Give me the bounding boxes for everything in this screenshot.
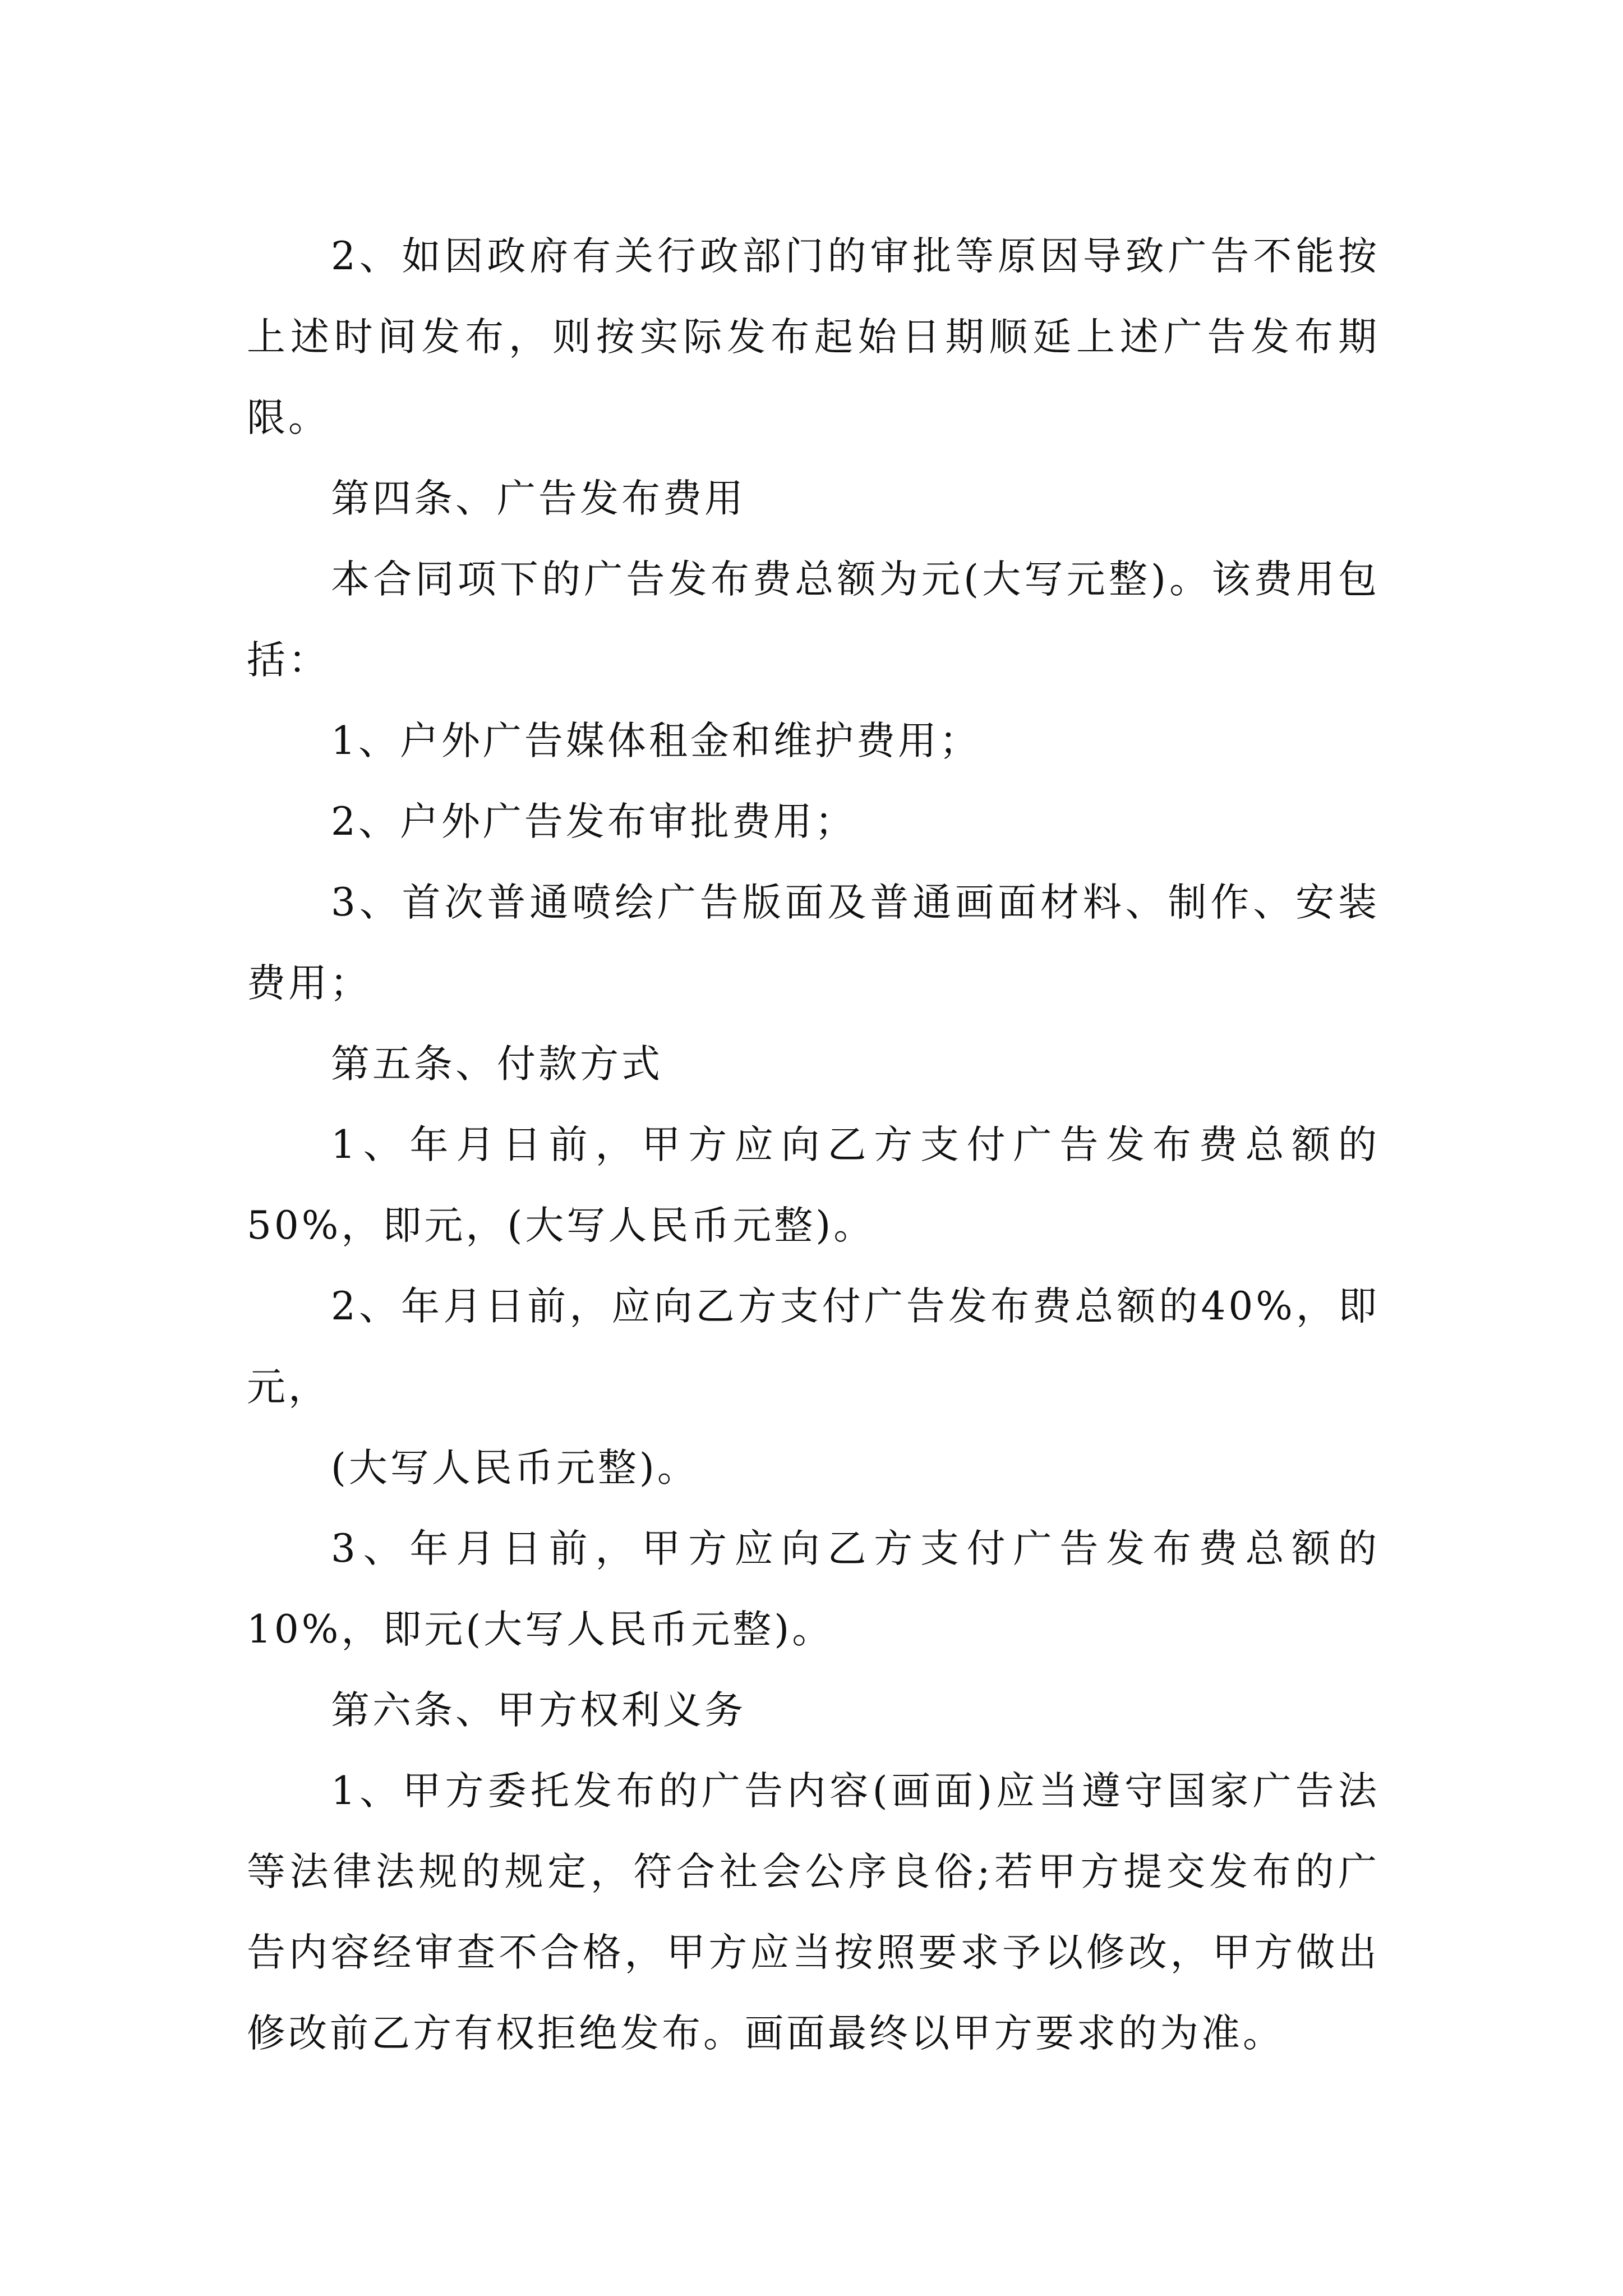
document-body [247, 216, 1380, 2074]
clause-item: 1、户外广告媒体租金和维护费用； [331, 719, 981, 763]
clause-item: 3、首次普通喷绘广告版面及普通画面材料、制作、安装费用； [247, 880, 1380, 1006]
clause-paragraph: 2、如因政府有关行政部门的审批等原因导致广告不能按上述时间发布，则按实际发布起始日期顺延上述广告发布期限。 [247, 234, 1380, 440]
clause-paragraph: 本合同项下的广告发布费总额为元(大写元整)。该费用包括： [247, 557, 1380, 683]
clause-paragraph: 1、甲方委托发布的广告内容(画面)应当遵守国家广告法等法律法规的规定，符合社会公序良俗;若甲方提交发布的广告内容经审查不合格，甲方应当按照要求予以修改，甲方做出修改前乙方有权拒绝发布。画面最终以甲方要求的为准。 [247, 1769, 1380, 2056]
clause-item-continuation: (大写人民币元整)。 [331, 1446, 699, 1490]
clause-item: 2、年月日前，应向乙方支付广告发布费总额的40%，即元， [247, 1284, 1380, 1410]
section-heading: 第四条、广告发布费用 [331, 476, 746, 521]
section-heading: 第六条、甲方权利义务 [331, 1688, 746, 1733]
clause-item: 3、年月日前，甲方应向乙方支付广告发布费总额的10%，即元(大写人民币元整)。 [247, 1526, 1380, 1652]
clause-item: 1、年月日前，甲方应向乙方支付广告发布费总额的50%，即元，(大写人民币元整)。 [247, 1122, 1380, 1248]
section-heading: 第五条、付款方式 [331, 1042, 663, 1087]
clause-item: 2、户外广告发布审批费用； [331, 799, 856, 844]
